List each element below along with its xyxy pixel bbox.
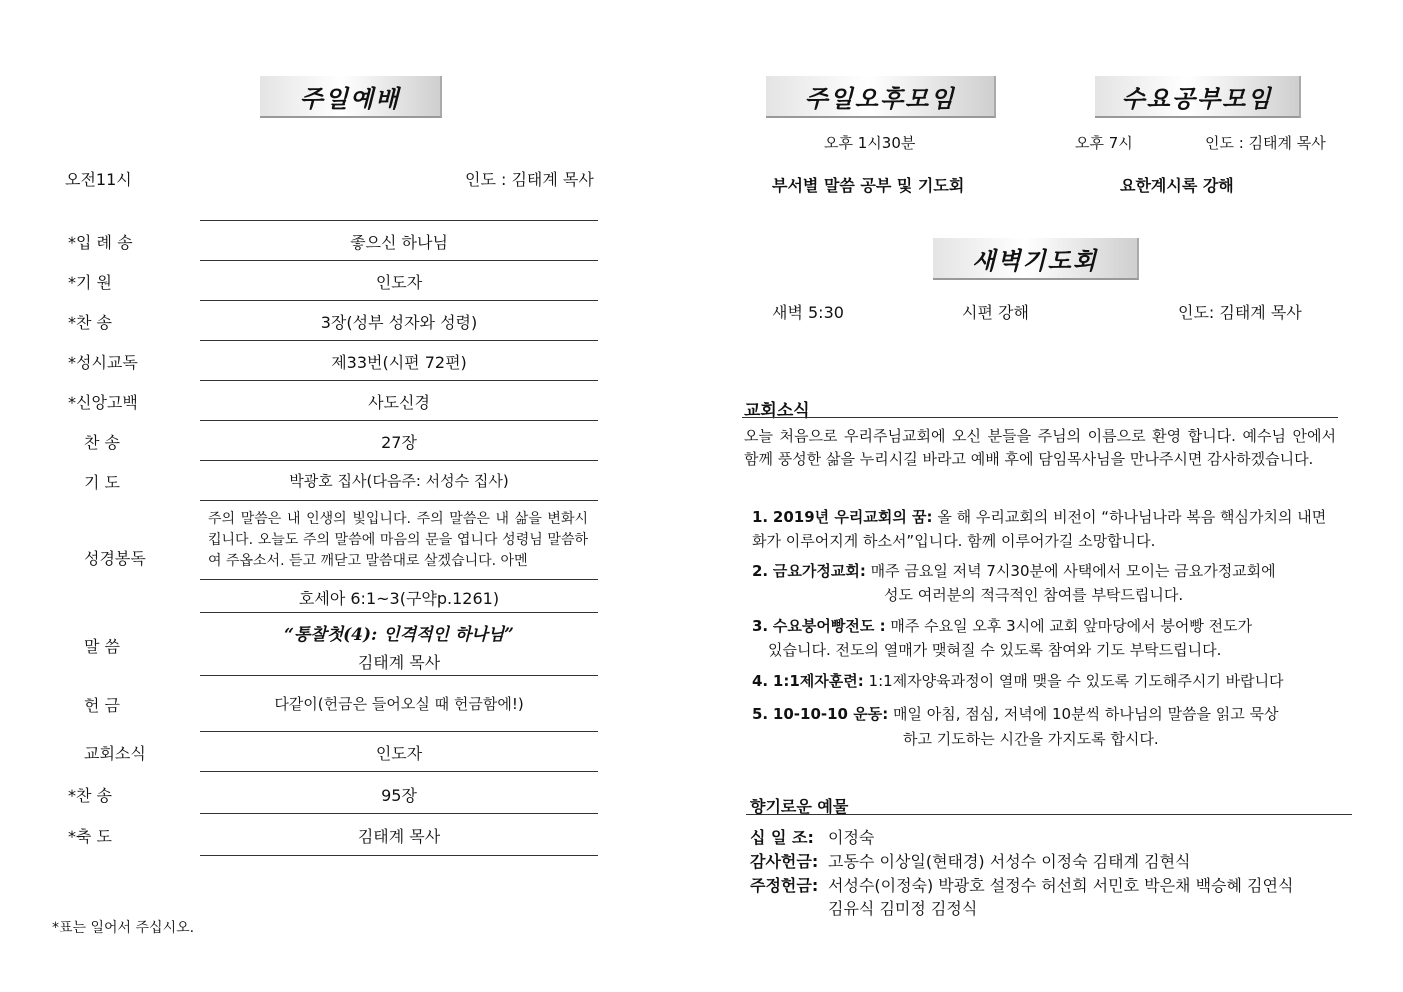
news-item-body: 1:1제자양육과정이 열매 맺을 수 있도록 기도해주시기 바랍니다 (868, 672, 1284, 690)
news-item-num: 2. (752, 562, 769, 580)
order-label: 말 씀 (84, 637, 120, 656)
divider (200, 420, 598, 421)
news-item-num: 5. (752, 705, 769, 723)
news-item-body: 올 해 우리교회의 비전이 “하나님나라 복음 핵심가치의 내면화가 이루어지게 하소서”입니다. 함께 이루어가길 소망합니다. (752, 508, 1327, 550)
divider (200, 500, 598, 501)
news-item-title: 2019년 우리교회의 꿈: (772, 508, 933, 526)
order-value: 좋으신 하나님 (350, 233, 448, 252)
sermon-preacher: 김태계 목사 (357, 653, 441, 672)
offering-heading: 향기로운 예물 (750, 797, 849, 816)
order-label: *찬 송 (68, 313, 112, 332)
news-item-title: 수요붕어빵전도 : (772, 617, 886, 635)
news-item-body: 매주 금요일 저녁 7시30분에 사택에서 모이는 금요가정교회에 (870, 562, 1276, 580)
divider (200, 220, 598, 221)
service-leader: 인도 : 김태계 목사 (465, 170, 594, 189)
news-item-2 (752, 560, 1276, 581)
order-label: 성경봉독 (84, 549, 146, 568)
news-item-title: 10-10-10 운동: (772, 705, 889, 723)
order-label: *신앙고백 (68, 393, 138, 412)
divider (200, 260, 598, 261)
offering-names: 고동수 이상일(현태경) 서성수 이정숙 김태계 김현식 (828, 852, 1191, 871)
news-item-body-cont: 있습니다. 전도의 열매가 맺혀질 수 있도록 참여와 기도 부탁드립니다. (768, 641, 1222, 659)
wednesday-time: 오후 7시 (1075, 134, 1133, 152)
sermon-title: “통찰첫(4): 인격적인 하나님” (284, 625, 514, 645)
divider (200, 675, 598, 676)
divider (200, 380, 598, 381)
news-item-1 (752, 505, 1340, 553)
order-value: 인도자 (375, 273, 423, 292)
divider (200, 460, 598, 461)
dawn-leader: 인도: 김태계 목사 (1178, 303, 1302, 322)
divider (200, 771, 598, 772)
order-value: 제33번(시편 72편) (331, 353, 467, 372)
order-label: 헌 금 (84, 696, 120, 715)
order-value: 사도신경 (368, 393, 430, 412)
offering-rule (746, 814, 1352, 815)
news-item-title: 1:1제자훈련: (772, 672, 864, 690)
offering-label: 주정헌금: (750, 876, 819, 895)
order-label: 찬 송 (84, 433, 120, 452)
wednesday-desc: 요한계시록 강해 (1120, 176, 1234, 195)
news-intro: 오늘 처음으로 우리주님교회에 오신 분들을 주님의 이름으로 환영 합니다. 예수님 안에서 함께 풍성한 삶을 누리시길 바라고 예배 후에 담임목사님을 만나주시면 감사하겠습니다. (744, 427, 1336, 468)
dawn-prayer-title (933, 238, 1139, 280)
divider (200, 300, 598, 301)
news-item-5 (752, 703, 1279, 724)
news-item-body-cont: 하고 기도하는 시간을 가지도록 합시다. (903, 730, 1159, 748)
news-item-body: 매일 아침, 점심, 저녁에 10분씩 하나님의 말씀을 읽고 묵상 (892, 705, 1279, 723)
order-label: *기 원 (68, 273, 112, 292)
divider (200, 579, 598, 580)
order-value: 인도자 (375, 744, 423, 763)
news-item-title: 금요가정교회: (772, 562, 866, 580)
news-item-4 (752, 670, 1284, 691)
divider (200, 731, 598, 732)
order-label: *성시교독 (68, 353, 138, 372)
offering-names: 이정숙 (828, 828, 875, 847)
order-value: 95장 (381, 786, 417, 805)
service-time: 오전11시 (65, 170, 132, 189)
order-label: 교회소식 (84, 744, 146, 763)
afternoon-meeting-title-text: 주일오후모임 (804, 83, 956, 113)
afternoon-meeting-title (766, 76, 996, 118)
news-heading: 교회소식 (744, 401, 810, 421)
news-item-num: 1. (752, 508, 769, 526)
scripture-reference: 호세아 6:1~3(구약p.1261) (298, 589, 500, 608)
divider (200, 813, 598, 814)
offering-names: 서성수(이정숙) 박광호 설정수 허선희 서민호 박은채 백승혜 김연식 (828, 876, 1294, 895)
order-value: 김태계 목사 (357, 827, 441, 846)
afternoon-time: 오후 1시30분 (824, 134, 916, 152)
divider (200, 612, 598, 613)
news-item-body: 매주 수요일 오후 3시에 교회 앞마당에서 붕어빵 전도가 (890, 617, 1253, 635)
dawn-prayer-title-text: 새벽기도회 (972, 245, 1098, 275)
wednesday-study-title (1095, 76, 1301, 118)
order-label: *입 례 송 (68, 233, 133, 252)
offering-label: 십 일 조: (750, 828, 814, 847)
wednesday-leader: 인도 : 김태계 목사 (1205, 134, 1326, 152)
footnote: *표는 일어서 주십시오. (52, 920, 195, 936)
wednesday-study-title-text: 수요공부모임 (1121, 83, 1273, 113)
order-value: 다같이(헌금은 들어오실 때 헌금함에!) (274, 695, 524, 713)
news-item-3 (752, 615, 1252, 636)
news-item-num: 3. (752, 617, 769, 635)
order-label: *축 도 (68, 827, 112, 846)
news-rule (742, 417, 1338, 418)
afternoon-desc: 부서별 말씀 공부 및 기도회 (772, 176, 965, 195)
order-value: 박광호 집사(다음주: 서성수 집사) (289, 472, 509, 490)
dawn-desc: 시편 강해 (962, 303, 1029, 322)
news-item-body-cont: 성도 여러분의 적극적인 참여를 부탁드립니다. (884, 586, 1184, 604)
offering-label: 감사헌금: (750, 852, 819, 871)
divider (200, 340, 598, 341)
sunday-service-title (260, 76, 442, 118)
order-label: 기 도 (84, 473, 120, 492)
sunday-service-title-text: 주일예배 (299, 83, 401, 113)
order-label: *찬 송 (68, 786, 112, 805)
order-value: 27장 (381, 433, 417, 452)
dawn-time: 새벽 5:30 (772, 303, 844, 322)
scripture-prayer: 주의 말씀은 내 인생의 빛입니다. 주의 말씀은 내 삶을 변화시킵니다. 오늘도 주의 말씀에 마음의 문을 엽니다 성령님 말씀하여 주옵소서. 듣고 깨닫고 말씀대로 살겠습니다. 아멘 (208, 511, 588, 569)
news-item-num: 4. (752, 672, 769, 690)
divider (200, 855, 598, 856)
order-value: 3장(성부 성자와 성령) (320, 313, 478, 332)
offering-names-cont: 김유식 김미정 김정식 (828, 899, 978, 918)
